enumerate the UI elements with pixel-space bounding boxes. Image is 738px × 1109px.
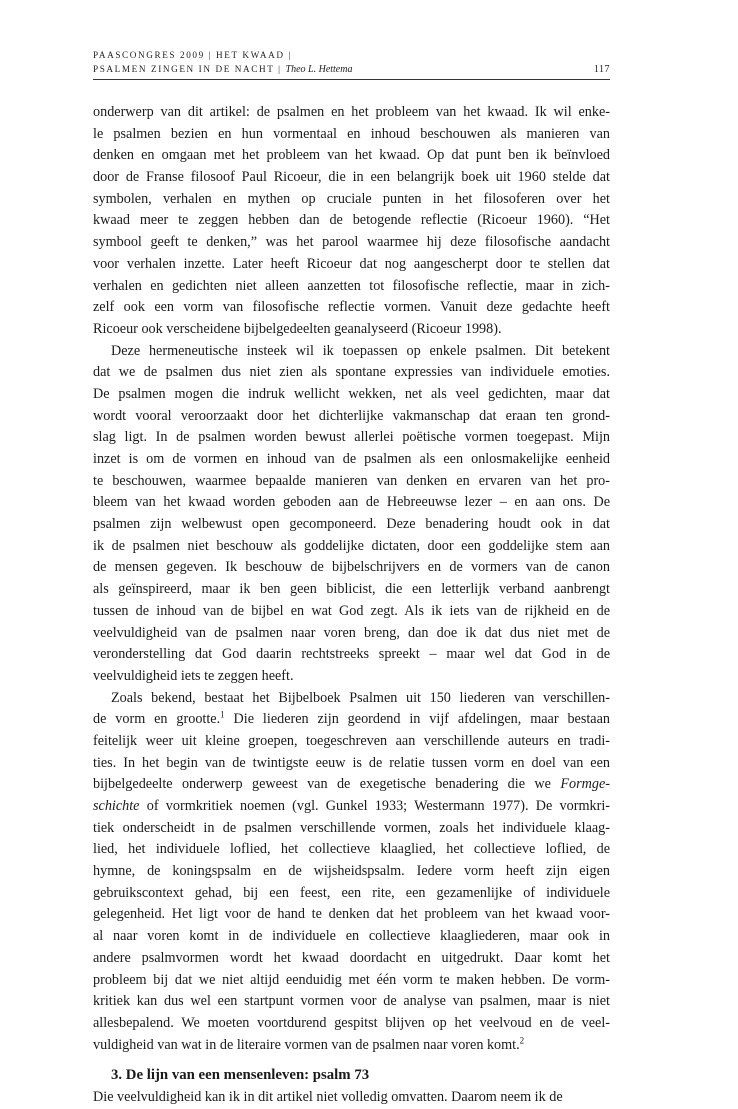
- text-line: ties. In het begin van de twintigste eeuw is de relatie tussen vorm en doel van een: [93, 754, 610, 771]
- text-line: lied, het individuele loflied, het collectieve klaaglied, het collectieve loflied, de: [93, 841, 610, 858]
- text-line: hymne, de koningspsalm en de wijsheidspsalm. Iedere vorm heeft zijn eigen: [93, 863, 610, 880]
- text-line: Die veelvuldigheid kan ik in dit artikel niet volledig omvatten. Daarom neem ik de: [93, 1088, 563, 1105]
- text-line: bleem van het kwaad worden geboden aan de Hebreeuwse lezer – en aan ons. De: [93, 494, 610, 511]
- text-line: tussen de inhoud van de bijbel en wat God zegt. Als ik iets van de rijkheid en de: [93, 602, 610, 619]
- text-line: veelvuldigheid van de psalmen naar voren breng, dan doe ik dat dus niet met de: [93, 624, 610, 641]
- text-line: inzet is om de vormen en inhoud van de psalmen als een onlosmakelijke eenheid: [93, 451, 610, 467]
- footnote-ref-1[interactable]: 1: [220, 709, 225, 720]
- text-line: veronderstelling dat God daarin rechtstreeks spreekt – maar wel dat God in de: [93, 646, 610, 663]
- text-line: onderwerp van dit artikel: de psalmen en het probleem van het kwaad. Ik wil enke-: [93, 104, 610, 120]
- text-line: allesbepalend. We moeten voortdurend gespitst blijven op het veelvoud en de veel-: [93, 1014, 610, 1031]
- text-line: voor verhalen inzette. Later heeft Ricoeur dat nog aangescherpt door te stellen dat: [93, 255, 610, 272]
- text-line: gebruikscontext gehad, bij een feest, een rite, een gezamenlijke of individuele: [93, 884, 610, 901]
- paragraph-1: [93, 102, 610, 341]
- text-line: feitelijk weer uit kleine groepen, toegeschreven aan verschillende auteurs en tradi-: [93, 732, 610, 749]
- text-line: symbolen, verhalen en mythen op cruciale punten in het filosoferen over het: [93, 190, 610, 207]
- text-line: [93, 774, 610, 796]
- text-line: de mensen gegeven. Ik beschouw de bijbelschrijvers en de vormers van de canon: [93, 559, 610, 576]
- text-fragment: of vormkritiek noemen (vgl. Gunkel 1933; Westermann 1977). De vormkri-: [139, 798, 610, 814]
- text-line: dat we de psalmen dus niet zien als spontane expressies van individuele emoties.: [93, 364, 610, 381]
- text-line: al naar voren komt in de individuele en collectieve klaagliederen, maar ook in: [93, 928, 610, 945]
- text-line: symbool geeft te denken,” was het parool waarmee hij deze filosofische aandacht: [93, 234, 610, 251]
- text-line: Deze hermeneutische insteek wil ik toepassen op enkele psalmen. Dit betekent: [111, 342, 610, 359]
- text-fragment: de vorm en grootte.: [93, 711, 221, 728]
- text-line: le psalmen bezien en hun vormentaal en inhoud beschouwen als manieren van: [93, 125, 610, 142]
- text-line: Ricoeur ook verscheidene bijbelgedeelten geanalyseerd (Ricoeur 1998).: [93, 320, 502, 337]
- text-fragment: bijbelgedeelte onderwerp geweest van de exegetische benadering die we: [93, 776, 561, 793]
- text-line: kritiek kan dus wel een startpunt vormen voor de analyse van psalmen, maar is niet: [93, 993, 610, 1010]
- text-line: kwaad meer te zeggen hebben dan de betogende reflectie (Ricoeur 1960). “Het: [93, 212, 610, 229]
- text-line: probleem bij dat we niet altijd eenduidig met één vorm te maken hebben. De vorm-: [93, 971, 610, 988]
- section-heading: 3. De lijn van een mensenleven: psalm 73: [111, 1067, 370, 1084]
- italic-term: Formge-: [560, 776, 610, 793]
- text-line: door de Franse filosoof Paul Ricoeur, die in een belangrijk boek uit 1960 stelde dat: [93, 169, 610, 186]
- text-line: wordt vooral veroorzaakt door het dichterlijke vakmanschap dat eraan ten grond-: [93, 407, 610, 424]
- header-title: PSALMEN ZINGEN IN DE NACHT |: [93, 64, 282, 74]
- italic-term: schichte: [93, 798, 140, 814]
- header-author: Theo L. Hettema: [285, 64, 353, 75]
- text-line: [93, 709, 610, 731]
- text-line: De psalmen mogen die indruk wellicht wekken, net als veel gedichten, maar dat: [93, 385, 610, 402]
- text-line: zelf ook een vorm van filosofische reflectie vormen. Vanuit deze gedachte heeft: [93, 299, 610, 316]
- header-line-2-text: [93, 62, 352, 77]
- header-line-2: [93, 62, 610, 80]
- text-line: te beschouwen, waarmee bepaalde manieren van denken en ervaren van het pro-: [93, 472, 610, 489]
- text-line: verhalen en gedichten niet alleen aanzetten tot filosofische reflectie, maar in zich-: [93, 277, 610, 294]
- text-line: slag ligt. In de psalmen worden bewust allerlei poëtische vormen toegepast. Mijn: [93, 429, 610, 446]
- text-line: [93, 796, 610, 818]
- text-line: denken en omgaan met het probleem van het kwaad. Op dat punt ben ik beïnvloed: [93, 147, 610, 164]
- text-line: ik de psalmen niet beschouw als goddelijke dictaten, door een goddelijke stem aan: [93, 537, 610, 554]
- text-line: gelegenheid. Het ligt voor de hand te denken dat het probleem van het kwaad voor-: [93, 906, 610, 923]
- body-text: [93, 102, 610, 1109]
- paragraph-2: [93, 341, 610, 688]
- page-number: 117: [593, 64, 610, 75]
- footnote-ref-2[interactable]: 2: [519, 1034, 525, 1045]
- running-header: [93, 48, 610, 80]
- text-line: [93, 1035, 610, 1057]
- text-fragment: vuldigheid van wat in de literaire vormen van de psalmen naar voren komt.: [93, 1036, 520, 1053]
- text-line: als geïnspireerd, maar ik ben geen biblicist, die een letterlijk verband aanbrengt: [93, 581, 610, 598]
- text-line: veelvuldigheid iets te zeggen heeft.: [93, 667, 294, 684]
- text-line: Zoals bekend, bestaat het Bijbelboek Psalmen uit 150 liederen van verschillen-: [111, 689, 610, 706]
- header-line-1: PAASCONGRES 2009 | HET KWAAD |: [93, 50, 292, 60]
- text-line: tiek onderscheidt in de psalmen verschillende vormen, zoals het individuele klaag-: [93, 819, 610, 836]
- paragraph-3: [93, 688, 610, 1057]
- text-line: andere psalmvormen wordt het kwaad doordacht en uitgedrukt. Daar komt het: [93, 949, 610, 966]
- text-line: psalmen zijn welbewust open gecomponeerd. Deze benadering houdt ook in dat: [93, 516, 610, 533]
- text-fragment: Die liederen zijn geordend in vijf afdelingen, maar bestaan: [224, 711, 610, 728]
